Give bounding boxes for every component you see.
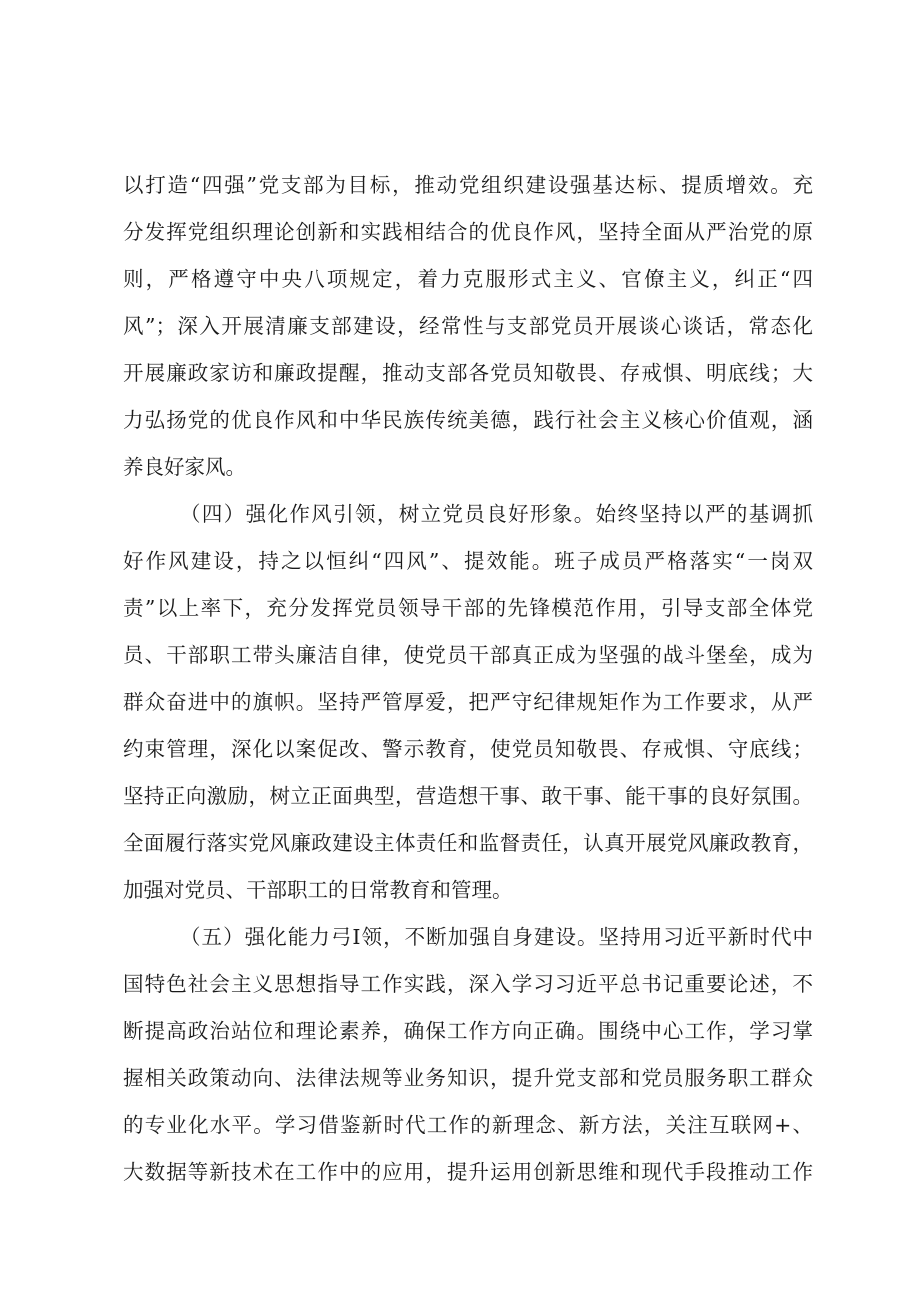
paragraph-heading-line: （四）强化作风引领，树立党员良好形象。始终坚持以严的基调抓 [180, 502, 813, 526]
text-line: 则，严格遵守中央八项规定，着力克服形式主义、官僚主义，纠正“四 [123, 267, 813, 291]
text-line: 员、干部职工带头廉洁自律，使党员干部真正成为坚强的战斗堡垒，成为 [123, 643, 813, 667]
text-line: 坚持正向激励，树立正面典型，营造想干事、敢干事、能干事的良好氛围。 [123, 784, 813, 808]
text-line: 分发挥党组织理论创新和实践相结合的优良作风，坚持全面从严治党的原 [123, 220, 813, 244]
text-line: 国特色社会主义思想指导工作实践，深入学习习近平总书记重要论述，不 [123, 972, 813, 996]
text-line: 力弘扬党的优良作风和中华民族传统美德，践行社会主义核心价值观，涵 [123, 408, 813, 432]
text-line: 加强对党员、干部职工的日常教育和管理。 [123, 878, 513, 902]
text-line: 的专业化水平。学习借鉴新时代工作的新理念、新方法，关注互联网+、 [123, 1113, 813, 1137]
text-line: 群众奋进中的旗帜。坚持严管厚爱，把严守纪律规矩作为工作要求，从严 [123, 690, 813, 714]
text-line: 养良好家风。 [123, 455, 246, 479]
text-line: 断提高政治站位和理论素养，确保工作方向正确。围绕中心工作，学习掌 [123, 1019, 813, 1043]
text-line: 大数据等新技术在工作中的应用，提升运用创新思维和现代手段推动工作 [123, 1160, 813, 1184]
text-line: 开展廉政家访和廉政提醒，推动支部各党员知敬畏、存戒惧、明底线；大 [123, 361, 813, 385]
paragraph-heading-line: （五）强化能力弓I领，不断加强自身建设。坚持用习近平新时代中 [180, 925, 813, 949]
text-line: 握相关政策动向、法律法规等业务知识，提升党支部和党员服务职工群众 [123, 1066, 813, 1090]
text-line: 责”以上率下，充分发挥党员领导干部的先锋模范作用，引导支部全体党 [123, 596, 813, 620]
text-line: 约束管理，深化以案促改、警示教育，使党员知敬畏、存戒惧、守底线； [123, 737, 813, 761]
text-line: 以打造“四强”党支部为目标，推动党组织建设强基达标、提质增效。充 [123, 173, 813, 197]
text-line: 好作风建设，持之以恒纠“四风”、提效能。班子成员严格落实“一岗双 [123, 549, 813, 573]
text-line: 全面履行落实党风廉政建设主体责任和监督责任，认真开展党风廉政教育， [123, 831, 813, 855]
text-line: 风”；深入开展清廉支部建设，经常性与支部党员开展谈心谈话，常态化 [123, 314, 813, 338]
